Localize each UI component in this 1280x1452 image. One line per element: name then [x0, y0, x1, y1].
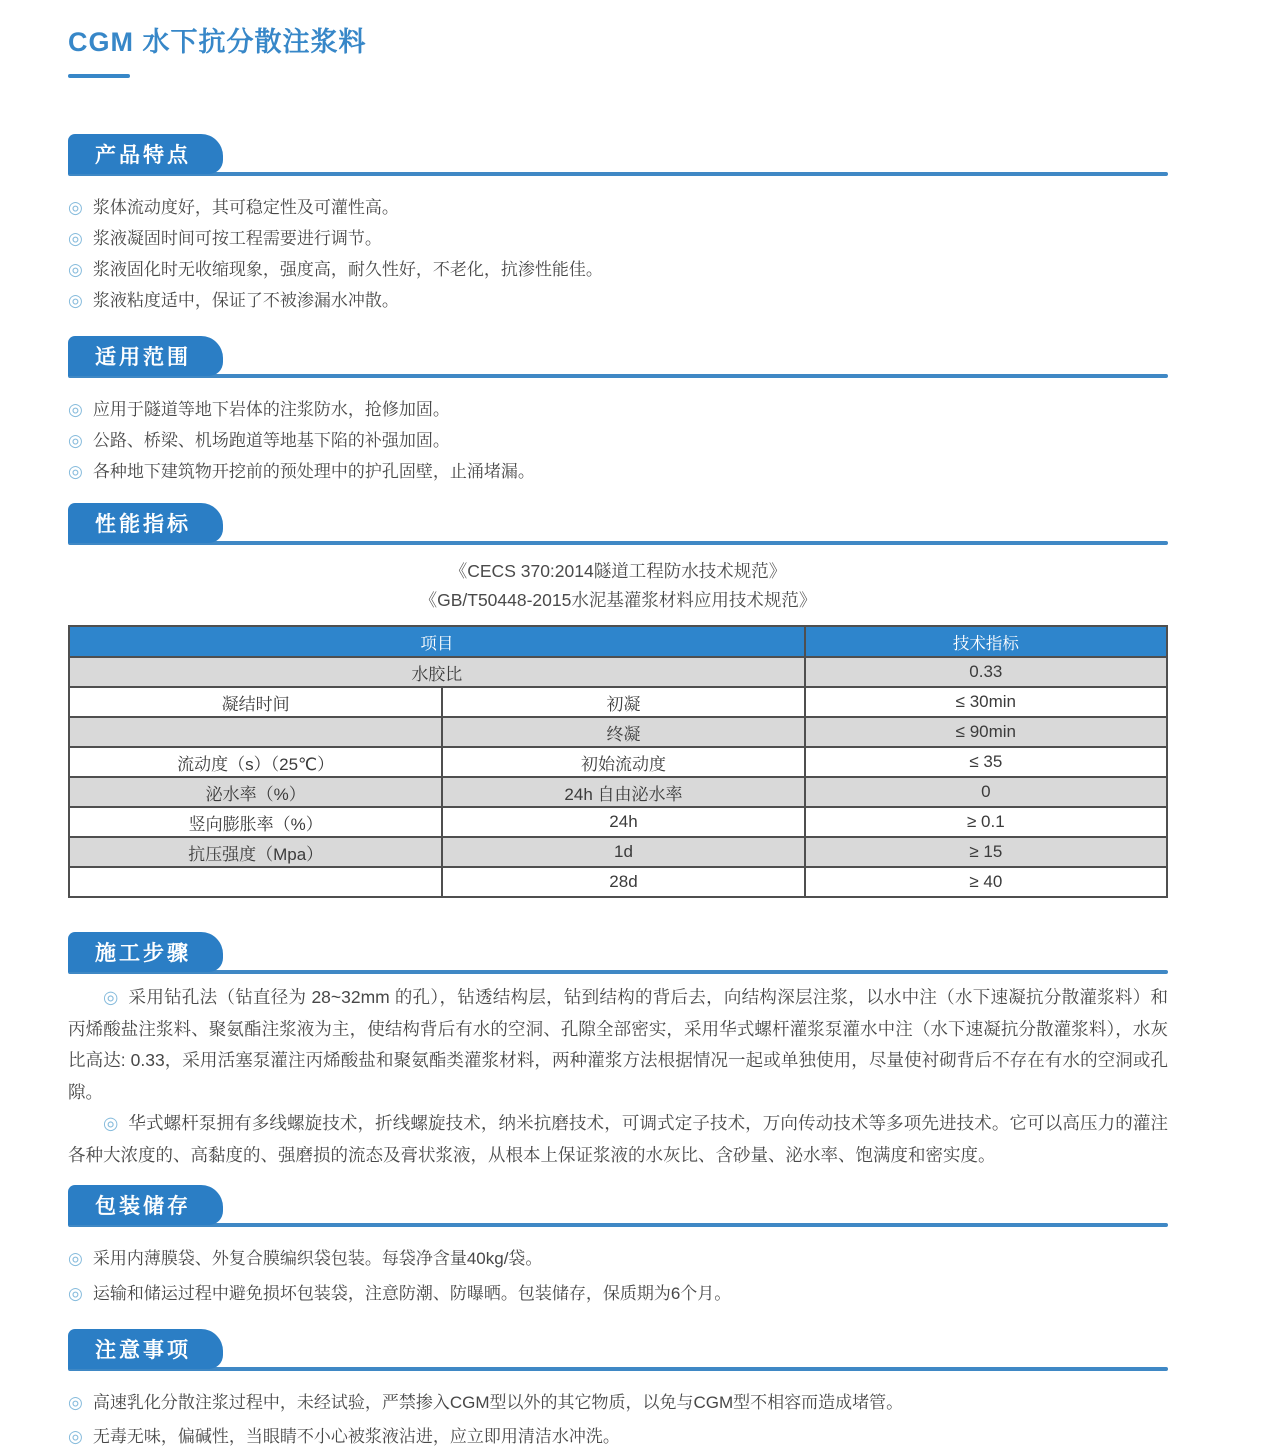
section-title: 注意事项	[95, 1339, 191, 1362]
cell-value: ≥ 0.1	[805, 807, 1167, 837]
section-header-construction	[68, 932, 1168, 974]
cell-subitem: 24h	[442, 807, 804, 837]
bullseye-bullet-icon: ◎	[68, 431, 83, 450]
list-item	[68, 1421, 1168, 1452]
section-tab-performance	[68, 503, 223, 543]
bullseye-bullet-icon: ◎	[103, 1113, 119, 1133]
list-item-text: 浆液固化时无收缩现象，强度高，耐久性好，不老化，抗渗性能佳。	[92, 260, 603, 279]
cell-value: ≥ 15	[805, 837, 1167, 867]
section-underline	[68, 541, 1168, 545]
list-item-text: 应用于隧道等地下岩体的注浆防水，抢修加固。	[92, 400, 450, 419]
cell-item: 流动度（s）（25℃）	[69, 747, 442, 777]
section-title: 包装储存	[95, 1195, 191, 1218]
cell-value: 0.33	[805, 657, 1167, 687]
table-row	[69, 687, 1167, 717]
cell-item: 抗压强度（Mpa）	[69, 837, 442, 867]
list-item-text: 运输和储运过程中避免损坏包装袋，注意防潮、防曝晒。包装储存，保质期为6个月。	[92, 1284, 732, 1303]
section-underline	[68, 970, 1168, 974]
table-row	[69, 837, 1167, 867]
bullseye-bullet-icon: ◎	[103, 987, 119, 1007]
section-underline	[68, 1367, 1168, 1371]
section-title: 产品特点	[95, 144, 191, 167]
section-tab-precautions	[68, 1329, 223, 1369]
features-list	[68, 192, 1168, 316]
table-row	[69, 717, 1167, 747]
bullseye-bullet-icon: ◎	[68, 260, 83, 279]
cell-item: 竖向膨胀率（%）	[69, 807, 442, 837]
list-item-text: 高速乳化分散注浆过程中，未经试验，严禁掺入CGM型以外的其它物质，以免与CGM型不相容而造成堵管。	[92, 1393, 904, 1412]
bullseye-bullet-icon: ◎	[68, 1249, 83, 1268]
cell-value: ≥ 40	[805, 867, 1167, 897]
table-header-row	[69, 626, 1167, 657]
list-item	[68, 192, 1168, 223]
section-tab-packaging	[68, 1185, 223, 1225]
cell-item	[69, 717, 442, 747]
list-item-text: 公路、桥梁、机场跑道等地基下陷的补强加固。	[92, 431, 450, 450]
paragraph-text: 华式螺杆泵拥有多线螺旋技术，折线螺旋技术，纳米抗磨技术，可调式定子技术，万向传动技术等多项先进技术。它可以高压力的灌注各种大浓度的、高黏度的、强磨损的流态及膏状浆液，从根本上保证浆液的水灰比、含砂量、泌水率、饱满度和密实度。	[68, 1113, 1168, 1165]
paragraph	[68, 982, 1168, 1108]
scope-list	[68, 394, 1168, 487]
paragraph-text: 采用钻孔法（钻直径为 28~32mm 的孔），钻透结构层，钻到结构的背后去，向结构深层注浆，以水中注（水下速凝抗分散灌浆料）和丙烯酸盐注浆料、聚氨酯注浆液为主，使结构背后有水的空洞、孔隙全部密实，采用华式螺杆灌浆泵灌水中注（水下速凝抗分散灌浆料），水灰比高达: 0.33，采用活塞泵灌注丙烯酸盐和聚氨酯类灌浆材料，两种灌浆方法根据情况一起或单独使用，尽量使衬砌背后不存在有水的空洞或孔隙。	[68, 987, 1168, 1102]
cell-subitem: 24h 自由泌水率	[442, 777, 804, 807]
cell-item: 水胶比	[69, 657, 805, 687]
cell-subitem: 终凝	[442, 717, 804, 747]
bullseye-bullet-icon: ◎	[68, 1393, 83, 1412]
column-header-index: 技术指标	[805, 626, 1167, 657]
bullseye-bullet-icon: ◎	[68, 291, 83, 310]
section-title: 施工步骤	[95, 942, 191, 965]
section-header-scope	[68, 336, 1168, 378]
bullseye-bullet-icon: ◎	[68, 1284, 83, 1303]
bullseye-bullet-icon: ◎	[68, 198, 83, 217]
section-tab-construction	[68, 932, 223, 972]
list-item	[68, 1243, 1168, 1274]
cell-subitem: 1d	[442, 837, 804, 867]
cell-subitem: 28d	[442, 867, 804, 897]
list-item	[68, 223, 1168, 254]
section-title: 适用范围	[95, 346, 191, 369]
list-item-text: 各种地下建筑物开挖前的预处理中的护孔固壁，止涌堵漏。	[92, 462, 535, 481]
section-header-performance	[68, 503, 1168, 545]
list-item	[68, 394, 1168, 425]
list-item-text: 浆体流动度好，其可稳定性及可灌性高。	[92, 198, 399, 217]
section-underline	[68, 1223, 1168, 1227]
bullseye-bullet-icon: ◎	[68, 1427, 83, 1446]
bullseye-bullet-icon: ◎	[68, 229, 83, 248]
cell-value: ≤ 35	[805, 747, 1167, 777]
paragraph	[68, 1108, 1168, 1171]
section-performance	[68, 503, 1168, 898]
title-underline	[68, 74, 130, 78]
list-item-text: 浆液凝固时间可按工程需要进行调节。	[92, 229, 382, 248]
section-header-packaging	[68, 1185, 1168, 1227]
bullseye-bullet-icon: ◎	[68, 400, 83, 419]
cell-subitem: 初始流动度	[442, 747, 804, 777]
cell-subitem: 初凝	[442, 687, 804, 717]
precautions-list	[68, 1387, 1168, 1452]
list-item	[68, 425, 1168, 456]
table-row	[69, 657, 1167, 687]
page-title: CGM 水下抗分散注浆料	[68, 27, 367, 57]
list-item-text: 无毒无味，偏碱性，当眼睛不小心被浆液沾进，应立即用清洁水冲洗。	[92, 1427, 620, 1446]
table-row	[69, 777, 1167, 807]
packaging-list	[68, 1243, 1168, 1309]
table-row	[69, 747, 1167, 777]
list-item	[68, 1278, 1168, 1309]
list-item-text: 浆液粘度适中，保证了不被渗漏水冲散。	[92, 291, 399, 310]
section-tab-scope	[68, 336, 223, 376]
section-scope	[68, 336, 1168, 487]
section-construction	[68, 932, 1168, 1171]
section-underline	[68, 172, 1168, 176]
construction-paragraphs	[68, 982, 1168, 1171]
cell-value: ≤ 90min	[805, 717, 1167, 747]
list-item	[68, 1387, 1168, 1418]
section-header-features	[68, 134, 1168, 176]
column-header-item: 项目	[69, 626, 805, 657]
table-row	[69, 867, 1167, 897]
standard-reference: 《GB/T50448-2015水泥基灌浆材料应用技术规范》	[419, 590, 817, 610]
bullseye-bullet-icon: ◎	[68, 462, 83, 481]
list-item-text: 采用内薄膜袋、外复合膜编织袋包装。每袋净含量40kg/袋。	[92, 1249, 543, 1268]
section-packaging	[68, 1185, 1168, 1309]
list-item	[68, 285, 1168, 316]
section-precautions	[68, 1329, 1168, 1452]
cell-value: 0	[805, 777, 1167, 807]
cell-item: 泌水率（%）	[69, 777, 442, 807]
standard-reference: 《CECS 370:2014隧道工程防水技术规范》	[449, 561, 787, 581]
standards-block	[68, 557, 1168, 615]
section-tab-features	[68, 134, 223, 174]
cell-item: 凝结时间	[69, 687, 442, 717]
list-item	[68, 254, 1168, 285]
cell-value: ≤ 30min	[805, 687, 1167, 717]
performance-table	[68, 625, 1168, 898]
section-title: 性能指标	[95, 513, 191, 536]
section-features	[68, 134, 1168, 316]
table-row	[69, 807, 1167, 837]
list-item	[68, 456, 1168, 487]
cell-item	[69, 867, 442, 897]
section-header-precautions	[68, 1329, 1168, 1371]
section-underline	[68, 374, 1168, 378]
